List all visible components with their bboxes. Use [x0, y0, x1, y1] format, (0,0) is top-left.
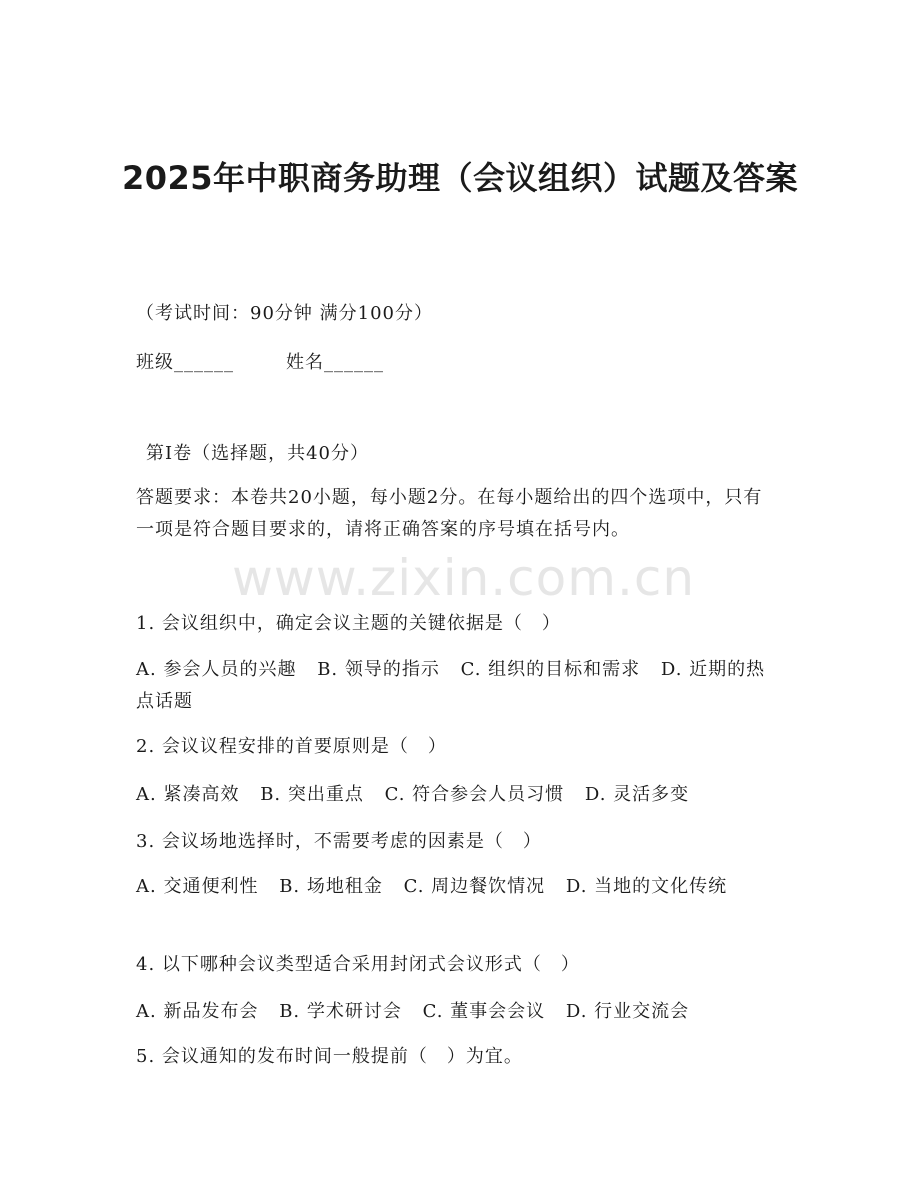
- option-b: B. 突出重点: [260, 784, 364, 805]
- option-c: C. 组织的目标和需求: [460, 659, 641, 680]
- option-d: D. 近期的热点话题: [136, 659, 766, 712]
- name-label: 姓名______: [286, 352, 384, 373]
- question-4-options: [136, 996, 776, 1028]
- option-b: B. 场地租金: [279, 876, 383, 897]
- option-a: A. 新品发布会: [136, 1001, 259, 1022]
- instructions: 答题要求：本卷共20小题，每小题2分。在每小题给出的四个选项中，只有一项是符合题目要求的，请将正确答案的序号填在括号内。: [136, 487, 763, 540]
- option-d: D. 行业交流会: [565, 1001, 690, 1022]
- option-b: B. 领导的指示: [317, 659, 440, 680]
- option-d: D. 当地的文化传统: [565, 876, 728, 897]
- class-label: 班级______: [136, 352, 234, 373]
- exam-info: （考试时间：90分钟 满分100分）: [136, 303, 433, 324]
- watermark: www.zixin.com.cn: [232, 549, 696, 607]
- option-c: C. 符合参会人员习惯: [384, 784, 565, 805]
- option-c: C. 周边餐饮情况: [403, 876, 546, 897]
- option-d: D. 灵活多变: [584, 784, 690, 805]
- question-2-options: [136, 779, 776, 811]
- option-c: C. 董事会会议: [422, 1001, 546, 1022]
- document-title: 2025年中职商务助理（会议组织）试题及答案: [121, 159, 799, 197]
- question-2-stem: 2. 会议议程安排的首要原则是（ ）: [136, 736, 447, 757]
- question-4-stem: 4. 以下哪种会议类型适合采用封闭式会议形式（ ）: [136, 954, 580, 975]
- option-a: A. 交通便利性: [136, 876, 259, 897]
- option-b: B. 学术研讨会: [279, 1001, 402, 1022]
- question-1-stem: 1. 会议组织中，确定会议主题的关键依据是（ ）: [136, 613, 561, 634]
- question-3-stem: 3. 会议场地选择时，不需要考虑的因素是（ ）: [136, 831, 542, 852]
- option-a: A. 参会人员的兴趣: [136, 659, 297, 680]
- question-5-stem: 5. 会议通知的发布时间一般提前（ ）为宜。: [136, 1046, 523, 1067]
- option-a: A. 紧凑高效: [136, 784, 240, 805]
- section-title: 第Ⅰ卷（选择题，共40分）: [146, 443, 370, 464]
- question-3-options: [136, 871, 776, 903]
- question-1-options: [136, 654, 776, 718]
- student-info-row: [136, 351, 384, 375]
